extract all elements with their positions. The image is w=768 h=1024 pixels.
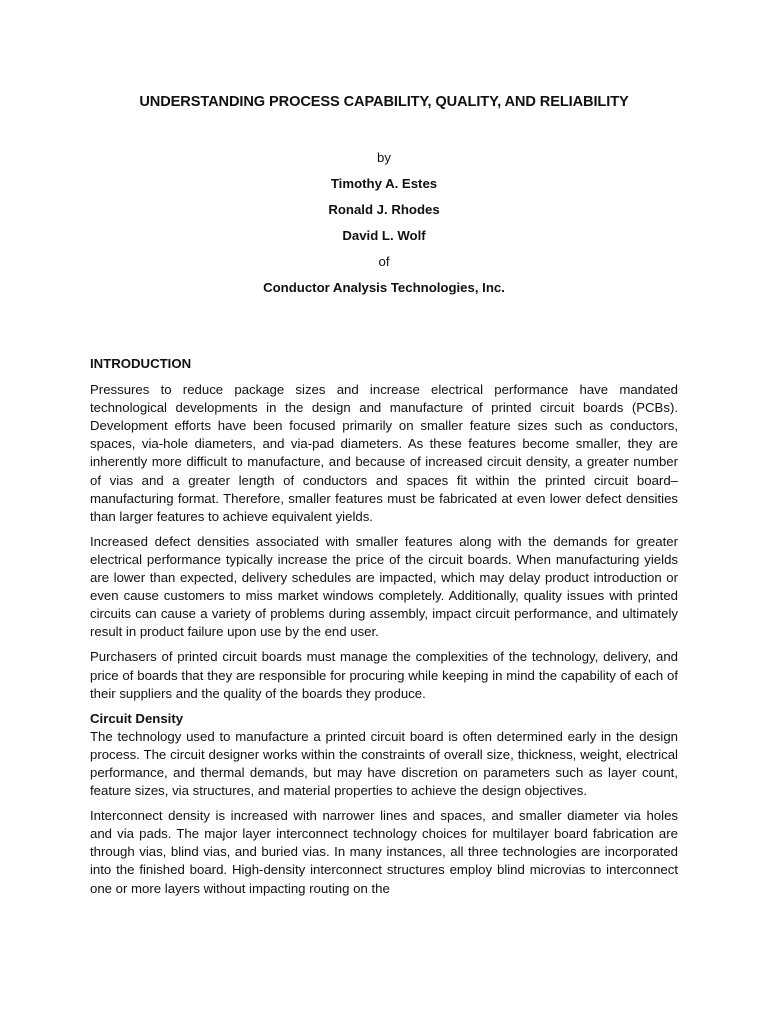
paper-title: UNDERSTANDING PROCESS CAPABILITY, QUALITY, AND RELIABILITY (139, 94, 629, 110)
intro-paragraph-3: Purchasers of printed circuit boards must manage the complexities of the technology, delivery, and price of boards that they are responsible for procuring while keeping in mind the capability of each of their suppliers and the quality of the boards they produce. (90, 649, 678, 701)
circuit-density-paragraph-1: The technology used to manufacture a printed circuit board is often determined early in the design process. The circuit designer works within the constraints of overall size, thickness, weight, electrical performance, and thermal demands, but may have discretion on parameters such as layer count, feature sizes, via structures, and material properties to achieve the design objectives. (90, 728, 678, 799)
circuit-density-paragraph-2: Interconnect density is increased with narrower lines and spaces, and smaller diameter via holes and via pads. The major layer interconnect technology choices for multilayer board fabrication are through vias, blind vias, and buried vias. In many instances, all three technologies are incorporated into the finished board. High-density interconnect structures employ blind microvias to interconnect one or more layers without impacting routing on the (90, 808, 678, 896)
author-3: David L. Wolf (342, 228, 426, 243)
body-content (90, 355, 678, 905)
organization: Conductor Analysis Technologies, Inc. (263, 280, 505, 295)
intro-paragraph-2: Increased defect densities associated with smaller features along with the demands for greater electrical performance typically increase the price of the circuit boards. When manufacturing yields are lower than expected, delivery schedules are impacted, which may delay product introduction or even cause customers to miss market windows completely. Additionally, quality issues with printed circuits can cause a variety of problems during assembly, impact circuit performance, and ultimately result in product failure upon use by the end user. (90, 533, 678, 640)
intro-paragraph-1: Pressures to reduce package sizes and increase electrical performance have mandated technological developments in the design and manufacture of printed circuit boards (PCBs). Development efforts have been focused primarily on smaller feature sizes such as conductors, spaces, via-hole diameters, and via-pad diameters. As these features become smaller, they are inherently more difficult to manufacture, and because of increased circuit density, a greater number of vias and a greater length of conductors and spaces fit within the printed circuit board–manufacturing format. Therefore, smaller features must be fabricated at even lower defect densities than larger features to achieve equivalent yields. (90, 382, 678, 524)
circuit-density-heading: Circuit Density (90, 710, 184, 726)
by-line: by (377, 150, 391, 165)
author-1: Timothy A. Estes (330, 176, 438, 191)
author-2: Ronald J. Rhodes (328, 202, 440, 217)
of-line: of (378, 254, 390, 269)
introduction-heading: INTRODUCTION (90, 356, 192, 371)
